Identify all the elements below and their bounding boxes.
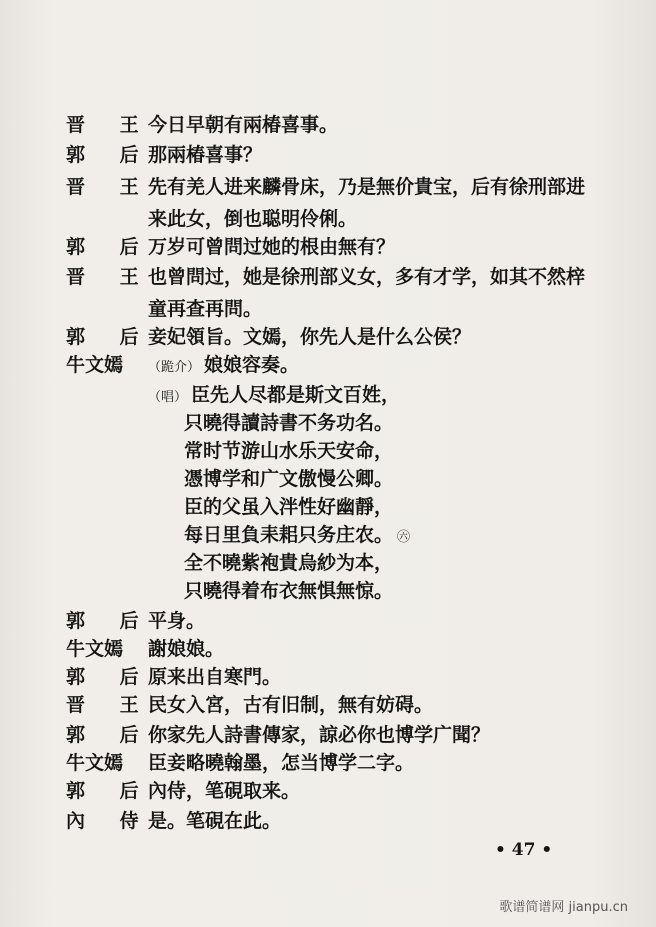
dialogue-line <box>0 606 656 636</box>
dialogue-line <box>0 576 656 606</box>
dialogue-line <box>0 748 656 778</box>
line-body: 万岁可曾問过她的根由無有？ <box>148 236 396 258</box>
line-body: 你家先人詩書傳家，諒必你也博学广聞？ <box>148 724 491 746</box>
line-text <box>184 464 393 494</box>
line-body: 憑博学和广文傲慢公卿。 <box>184 468 394 490</box>
dialogue-line <box>0 436 656 466</box>
line-body: 平身。 <box>148 610 206 632</box>
line-text <box>148 110 338 140</box>
speaker-name: 牛文嫣 <box>66 752 124 774</box>
line-body: 全不曉紫袍貴烏紗为本， <box>184 552 394 574</box>
line-body: 妾妃領旨。文嫣，你先人是什么公侯？ <box>148 326 472 348</box>
speaker-name: 郭 后 <box>66 666 153 688</box>
line-body: 原来出自寒門。 <box>148 666 282 688</box>
speaker-name: 郭 后 <box>66 724 153 746</box>
watermark: 歌谱简谱网 jianpu.cn <box>499 900 628 915</box>
dialogue-line <box>0 294 656 324</box>
line-body: 童再查再問。 <box>148 298 263 320</box>
line-body: 謝娘娘。 <box>148 638 225 660</box>
line-text <box>148 634 224 664</box>
line-text <box>148 662 281 692</box>
line-text <box>148 322 471 352</box>
line-text <box>148 294 262 324</box>
line-text <box>148 720 490 750</box>
line-text <box>148 172 585 202</box>
line-text <box>148 204 357 234</box>
line-body: 娘娘容奏。 <box>204 354 300 376</box>
line-text <box>148 806 281 836</box>
dialogue-line <box>0 548 656 578</box>
dialogue-line <box>0 662 656 692</box>
speaker-name: 郭 后 <box>66 780 153 802</box>
dialogue-line <box>0 204 656 234</box>
speaker-name: 晋 王 <box>66 176 153 198</box>
dialogue-line <box>0 464 656 494</box>
dialogue-line <box>0 232 656 262</box>
line-body: 臣的父虽入泮性好幽靜， <box>184 496 394 518</box>
speaker-name: 晋 王 <box>66 694 153 716</box>
line-text <box>184 548 393 578</box>
dialogue-line <box>0 140 656 170</box>
line-body: 是。笔硯在此。 <box>148 810 282 832</box>
line-body: 常时节游山水乐天安命， <box>184 440 394 462</box>
line-body: 民女入宮，古有旧制，無有妨碍。 <box>148 694 434 716</box>
line-body: 只曉得着布衣無惧無惊。 <box>184 580 394 602</box>
line-text <box>184 436 393 466</box>
speaker-name: 晋 王 <box>66 266 153 288</box>
stage-direction: （唱） <box>148 390 188 405</box>
speaker-name: 牛文嫣 <box>66 638 124 660</box>
line-body: 臣妾略曉翰墨，怎当博学二字。 <box>148 752 415 774</box>
line-text <box>148 776 300 806</box>
line-text <box>148 262 585 292</box>
line-body: 先有羌人进来麟骨床，乃是無价貴宝，后有徐刑部进 <box>148 176 586 198</box>
line-body: 每日里負耒耜只务庄农。 <box>184 524 394 546</box>
line-body: 那兩椿喜事？ <box>148 144 263 166</box>
dialogue-line <box>0 110 656 140</box>
speaker-name: 內 侍 <box>66 810 153 832</box>
dialogue-line <box>0 492 656 522</box>
line-text <box>148 232 395 262</box>
speaker-name: 郭 后 <box>66 144 153 166</box>
speaker-name: 郭 后 <box>66 236 153 258</box>
dialogue-line <box>0 350 656 380</box>
line-text <box>148 748 414 778</box>
dialogue-line <box>0 380 656 410</box>
speaker-name: 晋 王 <box>66 114 153 136</box>
line-text <box>184 576 393 606</box>
speaker-name: 牛文嫣 <box>66 354 124 376</box>
line-text <box>184 492 393 522</box>
line-text <box>148 350 299 383</box>
dialogue-line <box>0 690 656 720</box>
line-text <box>148 690 433 720</box>
line-text <box>148 140 262 170</box>
dialogue-line <box>0 806 656 836</box>
dialogue-line <box>0 520 656 550</box>
page-number: • 47 • <box>495 840 553 860</box>
speaker-name: 郭 后 <box>66 326 153 348</box>
line-body: 只曉得讀詩書不务功名。 <box>184 412 394 434</box>
line-text <box>148 606 205 636</box>
line-body: 来此女，倒也聪明伶俐。 <box>148 208 358 230</box>
line-body: 臣先人尽都是斯文百姓， <box>191 384 401 406</box>
dialogue-line <box>0 776 656 806</box>
line-text <box>184 408 393 438</box>
dialogue-line <box>0 720 656 750</box>
stage-direction: （跪介） <box>148 360 201 375</box>
music-mark: ㊅ <box>397 530 411 545</box>
dialogue-line <box>0 322 656 352</box>
dialogue-line <box>0 634 656 664</box>
speaker-name: 郭 后 <box>66 610 153 632</box>
line-body: 也曾問过，她是徐刑部义女，多有才学，如其不然梓 <box>148 266 586 288</box>
dialogue-line <box>0 172 656 202</box>
dialogue-line <box>0 408 656 438</box>
dialogue-line <box>0 262 656 292</box>
line-body: 今日早朝有兩椿喜事。 <box>148 114 339 136</box>
line-body: 內侍，笔硯取来。 <box>148 780 301 802</box>
